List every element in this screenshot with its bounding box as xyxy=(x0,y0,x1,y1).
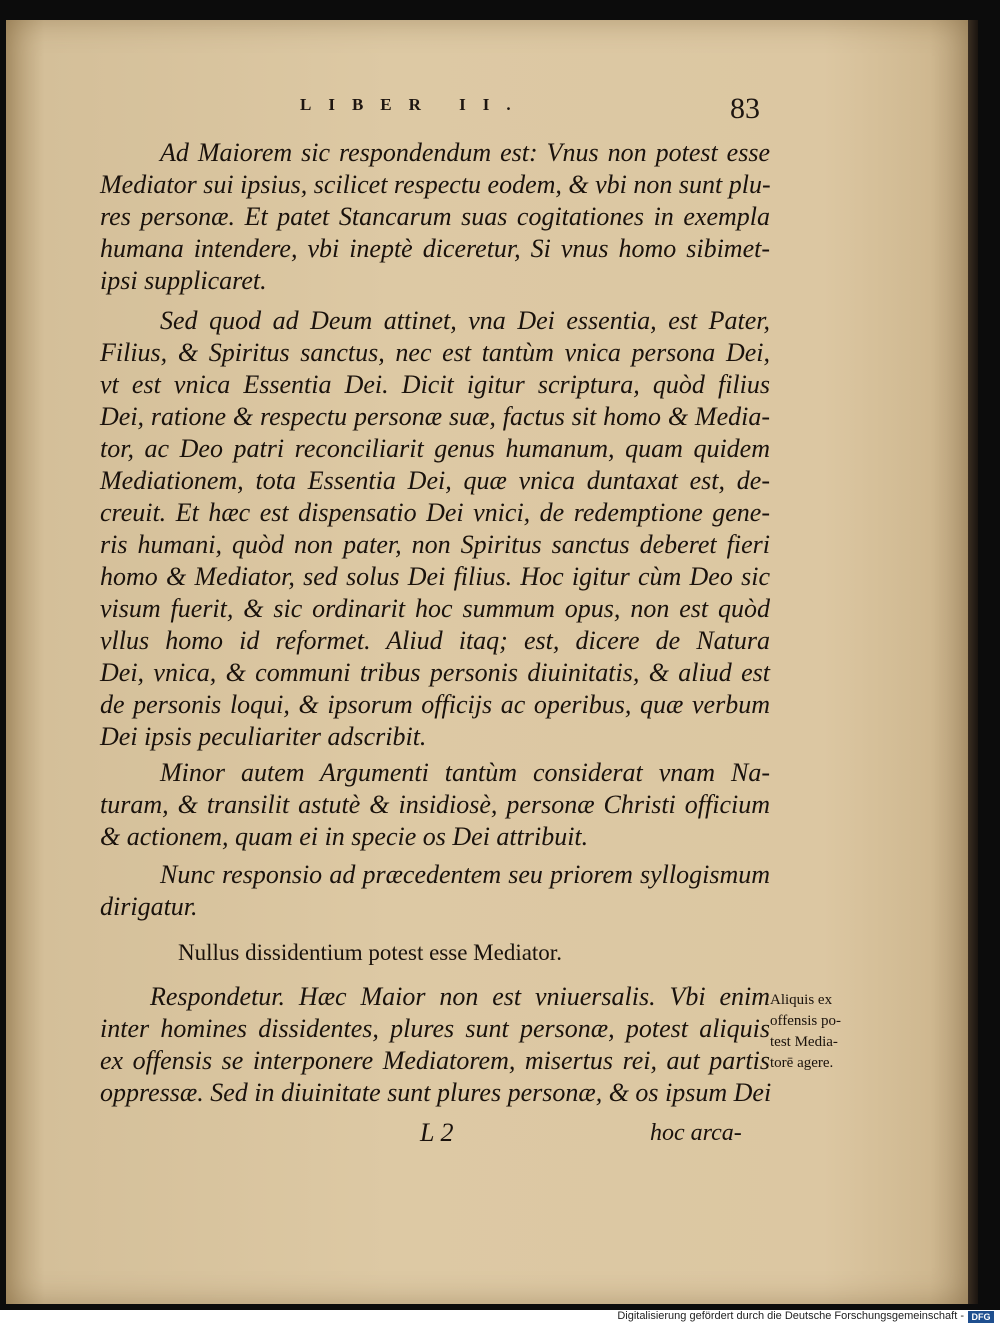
text-line: Nunc responsio ad præcedentem seu priorem syllogismum xyxy=(160,860,770,889)
text-line: Dei ipsis peculiariter adscribit. xyxy=(100,722,427,751)
text-line: Dei, vnica, & communi tribus personis diuinitatis, & aliud est xyxy=(100,658,770,687)
text-line: vt est vnica Essentia Dei. Dicit igitur scriptura, quòd filius xyxy=(100,370,770,399)
text-line: visum fuerit, & sic ordinarit hoc summum opus, non est quòd xyxy=(100,594,770,623)
text-line: de personis loqui, & ipsorum officijs ac operibus, quæ verbum xyxy=(100,690,770,719)
text-line: Sed quod ad Deum attinet, vna Dei essentia, est Pater, xyxy=(160,306,770,335)
catchword: hoc arca- xyxy=(650,1120,742,1146)
page-edge xyxy=(968,20,978,1304)
text-line: humana intendere, vbi ineptè diceretur, Si vnus homo sibimet- xyxy=(100,234,770,263)
credit-bar xyxy=(0,1310,1000,1325)
text-line: Respondetur. Hæc Maior non est vniuersalis. Vbi enim xyxy=(150,982,770,1011)
text-line: Ad Maiorem sic respondendum est: Vnus non potest esse xyxy=(160,138,770,167)
text-line: dirigatur. xyxy=(100,892,198,921)
text-line: Mediator sui ipsius, scilicet respectu eodem, & vbi non sunt plu- xyxy=(100,170,771,199)
margin-note-line: offensis po- xyxy=(770,1013,841,1029)
text-line: inter homines dissidentes, plures sunt personæ, potest aliquis xyxy=(100,1014,770,1043)
credit-text: Digitalisierung gefördert durch die Deutsche Forschungsgemeinschaft - xyxy=(617,1310,964,1322)
text-line: Minor autem Argumenti tantùm considerat vnam Na- xyxy=(160,758,770,787)
margin-note xyxy=(770,990,880,1074)
text-line: turam, & transilit astutè & insidiosè, personæ Christi officium xyxy=(100,790,770,819)
signature-mark: L 2 xyxy=(420,1118,454,1147)
text-line: vllus homo id reformet. Aliud itaq; est, dicere de Natura xyxy=(100,626,770,655)
text-line: ex offensis se interponere Mediatorem, misertus rei, aut partis xyxy=(100,1046,770,1075)
dfg-logo-icon: DFG xyxy=(968,1311,994,1323)
text-line: & actionem, quam ei in specie os Dei attribuit. xyxy=(100,822,589,851)
text-line: Mediationem, tota Essentia Dei, quæ vnica duntaxat est, de- xyxy=(100,466,770,495)
text-line: tor, ac Deo patri reconciliarit genus humanum, quam quidem xyxy=(100,434,770,463)
margin-note-line: test Media- xyxy=(770,1034,838,1050)
text-line: Filius, & Spiritus sanctus, nec est tantùm vnica persona Dei, xyxy=(100,338,770,367)
text-line: creuit. Et hæc est dispensatio Dei vnici, de redemptione gene- xyxy=(100,498,770,527)
syllogism-premise: Nullus dissidentium potest esse Mediator. xyxy=(178,940,562,965)
text-line: homo & Mediator, sed solus Dei filius. Hoc igitur cùm Deo sic xyxy=(100,562,770,591)
text-line: ris humani, quòd non pater, non Spiritus sanctus deberet fieri xyxy=(100,530,770,559)
running-head: LIBER II. xyxy=(300,95,528,114)
margin-note-line: Aliquis ex xyxy=(770,992,833,1008)
text-line: ipsi supplicaret. xyxy=(100,266,267,295)
text-line: res personæ. Et patet Stancarum suas cogitationes in exempla xyxy=(100,202,770,231)
text-line: Dei, ratione & respectu personæ suæ, factus sit homo & Media- xyxy=(100,402,770,431)
text-line: oppressæ. Sed in diuinitate sunt plures personæ, & os ipsum Dei xyxy=(100,1078,772,1107)
page-number: 83 xyxy=(730,92,760,125)
margin-note-line: torē agere. xyxy=(770,1055,834,1071)
